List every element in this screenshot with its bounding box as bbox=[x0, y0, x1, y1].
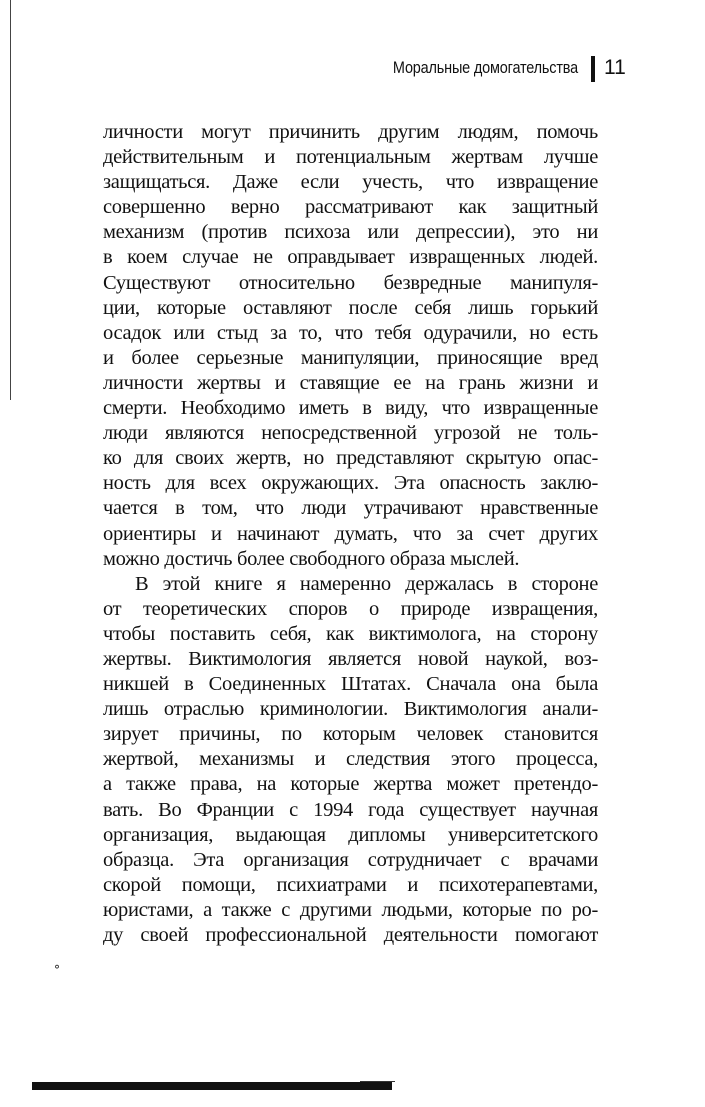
text-line: ду своей профессиональной деятельности помогают bbox=[103, 924, 598, 946]
text-line: чается в том, что люди утрачивают нравственные bbox=[103, 497, 598, 520]
text-line: ность для всех окружающих. Эта опасность заклю- bbox=[103, 472, 598, 495]
text-line: вать. Во Франции с 1994 года существует научная bbox=[103, 798, 598, 821]
scan-bottom-bar bbox=[32, 1082, 392, 1090]
scan-speck: ° bbox=[54, 963, 60, 977]
text-line: совершенно верно рассматривают как защитный bbox=[103, 196, 598, 219]
text-line: организация, выдающая дипломы университетского bbox=[103, 823, 598, 846]
text-line: чтобы поставить себя, как виктимолога, на сторону bbox=[103, 622, 598, 645]
page-number: 11 bbox=[604, 56, 626, 79]
text-line: лишь отраслью криминологии. Виктимология анали- bbox=[103, 698, 598, 721]
text-line: смерти. Необходимо иметь в виду, что извращенные bbox=[103, 397, 598, 420]
text-line: а также права, на которые жертва может претендо- bbox=[103, 773, 598, 796]
text-line: жертвой, механизмы и следствия этого процесса, bbox=[103, 748, 598, 771]
text-line: можно достичь более свободного образа мыслей. bbox=[103, 547, 520, 570]
text-line: ции, которые оставляют после себя лишь горький bbox=[103, 296, 598, 319]
text-line: зирует причины, по которым человек становится bbox=[103, 723, 598, 746]
text-line: В этой книге я намеренно держалась в стороне bbox=[135, 572, 598, 595]
text-line: личности могут причинить другим людям, помочь bbox=[103, 121, 598, 143]
text-line: юристами, а также с другими людьми, которые по ро- bbox=[103, 898, 598, 921]
text-line: Существуют относительно безвредные манипуля- bbox=[103, 271, 598, 294]
text-line: никшей в Соединенных Штатах. Сначала она была bbox=[103, 673, 598, 696]
text-line: ориентиры и начинают думать, что за счет других bbox=[103, 522, 598, 545]
text-line: образца. Эта организация сотрудничает с врачами bbox=[103, 848, 598, 871]
scan-bottom-line bbox=[360, 1081, 395, 1082]
text-line: жертвы. Виктимология является новой наукой, воз- bbox=[103, 647, 598, 670]
text-line: действительным и потенциальным жертвам лучше bbox=[103, 146, 598, 169]
running-title: Моральные домогательства bbox=[392, 58, 578, 77]
text-line: защищаться. Даже если учесть, что извращение bbox=[103, 171, 598, 194]
text-line: в коем случае не оправдывает извращенных людей. bbox=[103, 246, 598, 269]
text-line: механизм (против психоза или депрессии), это ни bbox=[103, 221, 598, 244]
text-line: осадок или стыд за то, что тебя одурачили, но есть bbox=[103, 321, 598, 344]
text-line: ко для своих жертв, но представляют скрытую опас- bbox=[103, 447, 598, 470]
text-line: скорой помощи, психиатрами и психотерапевтами, bbox=[103, 873, 598, 896]
text-line: от теоретических споров о природе извращения, bbox=[103, 597, 598, 620]
text-line: личности жертвы и ставящие ее на грань жизни и bbox=[103, 371, 598, 394]
text-line: люди являются непосредственной угрозой не толь- bbox=[103, 422, 598, 445]
scan-edge-line bbox=[10, 0, 11, 400]
body-text bbox=[103, 120, 598, 948]
header-divider-bar bbox=[591, 56, 595, 82]
text-line: и более серьезные манипуляции, приносящие вред bbox=[103, 346, 598, 369]
